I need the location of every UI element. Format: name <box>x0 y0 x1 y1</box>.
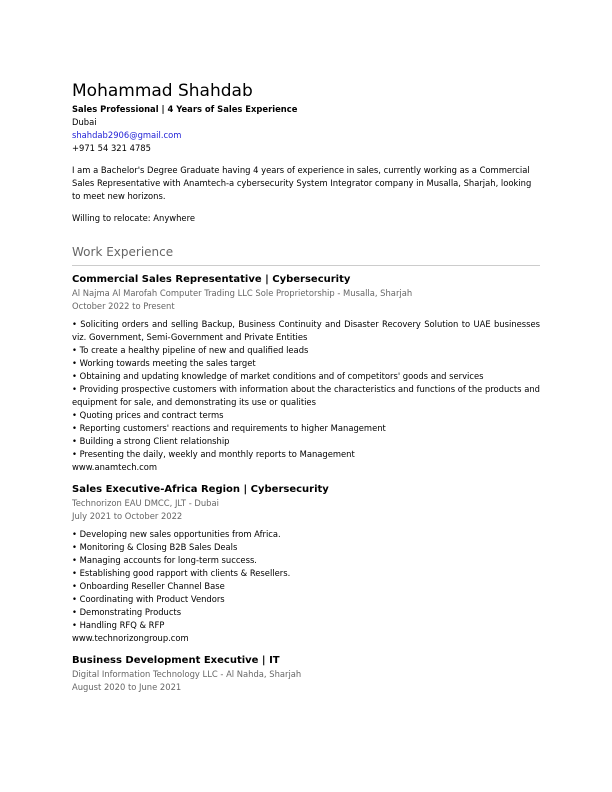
job-dates: October 2022 to Present <box>72 301 175 311</box>
job-company: Al Najma Al Marofah Computer Trading LLC Sole Proprietorship - Musalla, Sharjah <box>72 288 413 298</box>
phone: +971 54 321 4785 <box>72 143 151 153</box>
job-title: Business Development Executive | IT <box>72 655 280 666</box>
job-company: Technorizon EAU DMCC, JLT - Dubai <box>72 498 219 508</box>
bullet: • Working towards meeting the sales target <box>72 358 256 368</box>
candidate-name: Mohammad Shahdab <box>72 81 253 101</box>
bullet: • Developing new sales opportunities from Africa. <box>72 529 281 539</box>
job-dates: August 2020 to June 2021 <box>72 682 182 692</box>
job-entry <box>72 273 540 474</box>
bullet: • Demonstrating Products <box>72 607 182 617</box>
job-bullets <box>72 318 540 474</box>
job-title: Commercial Sales Representative | Cybersecurity <box>72 274 351 285</box>
job-entry <box>72 654 540 694</box>
bullet: • Onboarding Reseller Channel Base <box>72 581 225 591</box>
bullet: • Quoting prices and contract terms <box>72 410 224 420</box>
resume-page <box>72 80 540 694</box>
headline: Sales Professional | 4 Years of Sales Experience <box>72 104 298 114</box>
bullet: • Handling RFQ & RFP <box>72 620 165 630</box>
job-entry <box>72 483 540 645</box>
bullet: • Soliciting orders and selling Backup, Business Continuity and Disaster Recovery Solution to UAE businesses viz. Government, Semi-Government and Private Entities <box>72 319 540 342</box>
job-dates: July 2021 to October 2022 <box>72 511 183 521</box>
bullet: • Building a strong Client relationship <box>72 436 230 446</box>
relocate: Willing to relocate: Anywhere <box>72 213 195 223</box>
bullet: • Providing prospective customers with information about the characteristics and functions of the products and equipment for sale, and demonstrating its use or qualities <box>72 384 540 407</box>
job-bullets <box>72 528 540 645</box>
job-title: Sales Executive-Africa Region | Cybersecurity <box>72 484 329 495</box>
bullet: • Managing accounts for long-term success. <box>72 555 257 565</box>
bullet: • Establishing good rapport with clients & Resellers. <box>72 568 291 578</box>
email-link[interactable]: shahdab2906@gmail.com <box>72 130 182 140</box>
bullet: • Monitoring & Closing B2B Sales Deals <box>72 542 238 552</box>
summary: I am a Bachelor's Degree Graduate having 4 years of experience in sales, currently working as a Commercial Sales Representative with Anamtech-a cybersecurity System Integrator company in Musalla, Sharjah, looking to meet new horizons. <box>72 165 532 201</box>
location: Dubai <box>72 117 97 127</box>
job-website: www.technorizongroup.com <box>72 633 189 643</box>
section-title-work-experience: Work Experience <box>72 244 540 266</box>
bullet: • Reporting customers' reactions and requirements to higher Management <box>72 423 386 433</box>
job-company: Digital Information Technology LLC - Al Nahda, Sharjah <box>72 669 302 679</box>
job-website: www.anamtech.com <box>72 462 158 472</box>
bullet: • Coordinating with Product Vendors <box>72 594 225 604</box>
bullet: • To create a healthy pipeline of new and qualified leads <box>72 345 309 355</box>
bullet: • Obtaining and updating knowledge of market conditions and of competitors' goods and services <box>72 371 484 381</box>
bullet: • Presenting the daily, weekly and monthly reports to Management <box>72 449 355 459</box>
